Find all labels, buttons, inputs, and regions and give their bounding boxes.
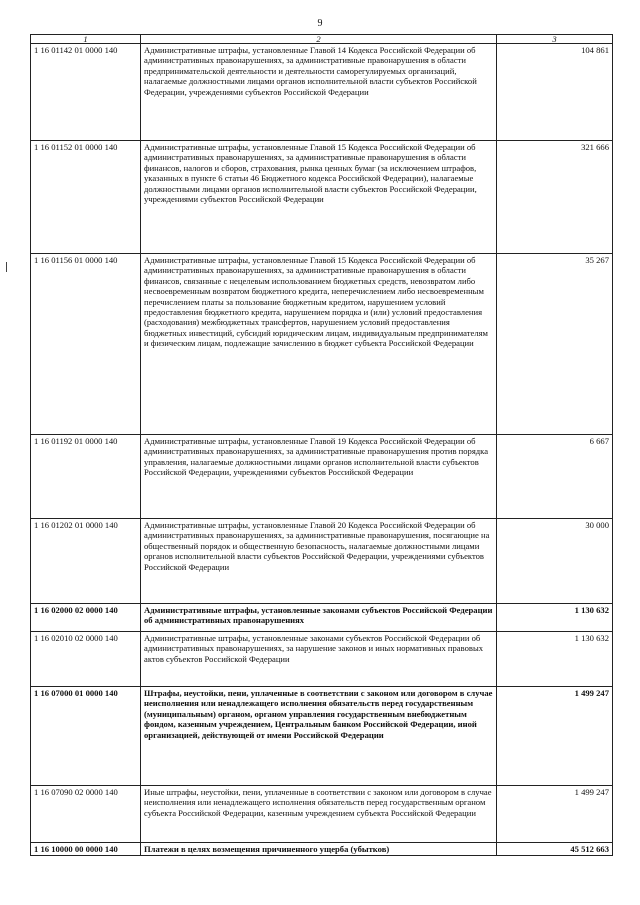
amount: 45 512 663 (497, 843, 613, 856)
classification-code: 1 16 01152 01 0000 140 (31, 141, 141, 254)
amount: 1 499 247 (497, 687, 613, 786)
revenue-description: Административные штрафы, установленные Главой 19 Кодекса Российской Федерации об административных правонарушениях, за административные правонарушения против порядка управления, налагаемые должностными лицами органов исполнительной власти субъектов Российской Федерации, учреждениями субъектов Российской Федерации (141, 435, 497, 519)
amount: 35 267 (497, 254, 613, 435)
revenue-description: Административные штрафы, установленные Главой 15 Кодекса Российской Федерации об административных правонарушениях, за административные правонарушения в области финансов, налогов и сборов, страхования, рынка ценных бумаг (за исключением штрафов, указанных в пункте 6 статьи 46 Бюджетного кодекса Российской Федерации), налагаемые должностными лицами органов исполнительной власти субъектов Российской Федерации, учреждениями субъектов Российской Федерации (141, 141, 497, 254)
table-row-total (31, 843, 613, 856)
column-number: 2 (141, 35, 497, 44)
revenue-description: Административные штрафы, установленные Главой 14 Кодекса Российской Федерации об административных правонарушениях, за административные правонарушения в области предпринимательской деятельности и деятельности саморегулируемых организаций, налагаемые должностными лицами органов исполнительной власти субъектов Российской Федерации, учреждениями субъектов Российской Федерации (141, 44, 497, 141)
classification-code: 1 16 01156 01 0000 140 (31, 254, 141, 435)
table-row (31, 519, 613, 604)
classification-code: 1 16 01142 01 0000 140 (31, 44, 141, 141)
column-number: 1 (31, 35, 141, 44)
revenue-description: Иные штрафы, неустойки, пени, уплаченные в соответствии с законом или договором в случае неисполнения или ненадлежащего исполнения обязательств перед государственным органом субъекта Российской Федерации, казенным учреждением субъекта Российской Федерации (141, 786, 497, 843)
revenue-description: Административные штрафы, установленные Главой 15 Кодекса Российской Федерации об административных правонарушениях, за административные правонарушения в области финансов, связанные с нецелевым использованием бюджетных средств, невозвратом либо несвоевременным возвратом бюджетного кредита, неперечислением либо несвоевременным перечислением платы за пользование бюджетным кредитом, нарушением условий предоставления бюджетного кредита, нарушением порядка и (или) условий предоставления (расходования) межбюджетных трансфертов, нарушением условий предоставления бюджетных инвестиций, субсидий юридическим лицам, индивидуальным предпринимателям и физическим лицам, подлежащие зачислению в бюджет субъекта Российской Федерации (141, 254, 497, 435)
column-number: 3 (497, 35, 613, 44)
revenue-description: Административные штрафы, установленные законами субъектов Российской Федерации об административных правонарушениях (141, 604, 497, 632)
revenue-description: Платежи в целях возмещения причиненного ущерба (убытков) (141, 843, 497, 856)
table-row (31, 435, 613, 519)
classification-code: 1 16 07000 01 0000 140 (31, 687, 141, 786)
classification-code: 1 16 01202 01 0000 140 (31, 519, 141, 604)
amount: 1 130 632 (497, 604, 613, 632)
table-row (31, 786, 613, 843)
table-row-total (31, 604, 613, 632)
amount: 30 000 (497, 519, 613, 604)
table-row (31, 632, 613, 687)
classification-code: 1 16 01192 01 0000 140 (31, 435, 141, 519)
classification-code: 1 16 10000 00 0000 140 (31, 843, 141, 856)
revenue-description: Административные штрафы, установленные законами субъектов Российской Федерации об административных правонарушениях, за нарушение законов и иных нормативных правовых актов субъектов Российской Федерации (141, 632, 497, 687)
classification-code: 1 16 07090 02 0000 140 (31, 786, 141, 843)
amount: 1 499 247 (497, 786, 613, 843)
table-row (31, 141, 613, 254)
amount: 321 666 (497, 141, 613, 254)
revenue-description: Штрафы, неустойки, пени, уплаченные в соответствии с законом или договором в случае неисполнения или ненадлежащего исполнения обязательств перед государственным (муниципальным) органом, органом управления государственным внебюджетным фондом, казенным учреждением, Центральным банком Российской Федерации, иной организацией, действующей от имени Российской Федерации (141, 687, 497, 786)
classification-code: 1 16 02010 02 0000 140 (31, 632, 141, 687)
amount: 6 667 (497, 435, 613, 519)
page-number: 9 (317, 18, 323, 29)
revenue-description: Административные штрафы, установленные Главой 20 Кодекса Российской Федерации об административных правонарушениях, за административные правонарушения, посягающие на общественный порядок и общественную безопасность, налагаемые должностными лицами органов исполнительной власти субъектов Российской Федерации, учреждениями субъектов Российской Федерации (141, 519, 497, 604)
classification-code: 1 16 02000 02 0000 140 (31, 604, 141, 632)
amount: 1 130 632 (497, 632, 613, 687)
table-row (31, 44, 613, 141)
budget-revenue-table (30, 34, 613, 856)
column-number-row (31, 35, 613, 44)
table-row (31, 254, 613, 435)
margin-mark (6, 262, 7, 272)
amount: 104 861 (497, 44, 613, 141)
table-row-total (31, 687, 613, 786)
